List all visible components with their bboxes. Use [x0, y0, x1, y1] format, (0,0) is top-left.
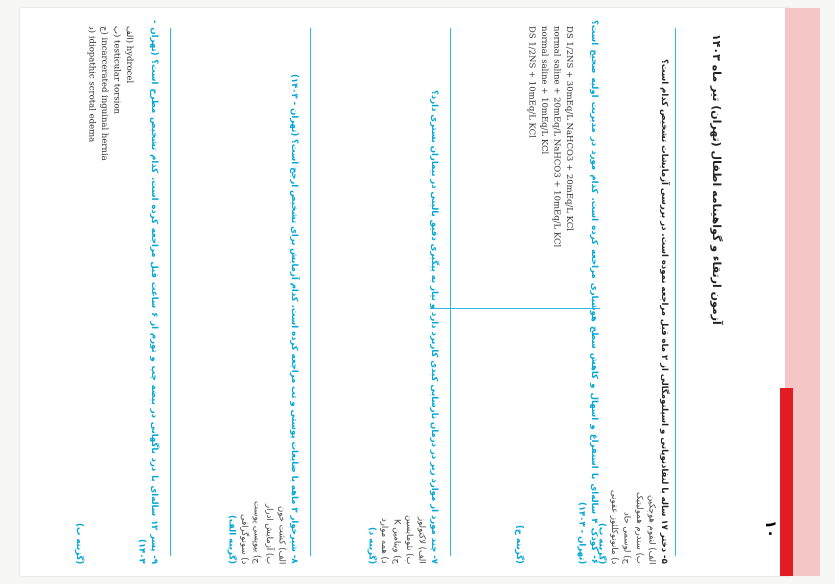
question-8-text: ۸- شیرخوار ۳ ماهه با ضایعات پوستی و تب مراجعه کرده است. کدام آزمایش برای تشخیص ارجح است؟ [289, 139, 299, 564]
option: د) سونوگرافی [239, 513, 249, 564]
column-divider [450, 28, 451, 556]
question-6-text: ۶- کودک ۴ ساله‌ای با استفراغ و اسهال و کاهش سطح هوشیاری مراجعه کرده است. کدام مورد در مدیریت اولیه صحیح است؟ [589, 20, 599, 564]
source-ref: (تهران - ۱۴۰۳) [289, 74, 299, 137]
source-ref: (تهران - ۱۴۰۳) [576, 501, 587, 564]
option: د) مانونوکلئوز عفونی [609, 489, 619, 564]
question-7 [320, 20, 440, 564]
question-9-text: ۹- پسر ۱۲ ساله‌ای با درد ناگهانی در بیضه چپ و تورم از ۶ ساعت قبل مراجعه کرده است. کدام تشخیص مطرح است؟ [149, 59, 159, 565]
option: ج) incarcerated inguinal hernia [99, 26, 109, 161]
option: DS 1/2NS + 30mEq/L NaHCO3 + 20mEq/L KCl [564, 26, 574, 231]
chapter-tab [780, 388, 793, 576]
option: ب) سندرم همولیتیک [634, 492, 644, 564]
source-ref: (تهران - ۱۴۰۳) [136, 20, 159, 564]
answer-label: (گزینه ب) [74, 522, 84, 564]
option: د) idiopathic scrotal edema [86, 26, 97, 143]
document-page [20, 8, 790, 576]
question-7-text: ۷- چند مورد از موارد زیر در درمان نارسایی کبدی کاربرد دارد و نیاز به پیگیری دقیق بالینی در بیماران بستری دارد؟ [429, 90, 439, 564]
page-number: ۱۰ [762, 519, 781, 539]
answer-label: (گزینه ج) [514, 525, 524, 564]
option: normal saline + 20mEq/L NaHCO3 + 10mEq/L KCl [551, 26, 562, 248]
question-6 [460, 20, 600, 564]
question-9 [40, 20, 160, 564]
option: DS 1/2NS + 10mEq/L KCl [526, 26, 537, 138]
option: الف) لاکتولوز [416, 517, 427, 564]
option: ب) آزمایش ادرار [264, 503, 274, 564]
answer-label: (گزینه الف) [226, 514, 237, 564]
header-rule [675, 28, 676, 556]
answer-label: (گزینه ب) [596, 522, 607, 564]
page-header-title: آزمون ارتقاء و گواهینامه اطفال (تهران) تیر ماه ۱۴۰۳ [710, 34, 723, 325]
option: الف) hydrocel [124, 26, 134, 84]
column-divider [170, 28, 171, 556]
column-divider [310, 28, 311, 556]
option: normal saline + 10mEq/L KCl [539, 26, 549, 155]
option: الف) لنفوم هوچکین [646, 494, 657, 564]
question-5-text: ۵- دختر ۱۷ ساله با لنفادنوپاتی و اسپلنومگالی از ۲ ماه قبل مراجعه نموده است. در بررسی آزمایشات تشخیص کدام است؟ [659, 59, 669, 564]
option: ب) testicular torsion [111, 26, 122, 115]
option: ج) لوسمی حاد [621, 512, 632, 564]
option: د) همه موارد [379, 518, 389, 564]
question-5 [596, 20, 670, 564]
option: ج) بیوپسی پوست [251, 501, 262, 564]
answer-label: (گزینه د) [366, 526, 377, 564]
question-8 [180, 20, 300, 564]
option: ج) ویتامین K [391, 519, 402, 564]
option: الف) کشت خون [276, 505, 287, 564]
option: ب) نئومایسین [404, 514, 414, 564]
